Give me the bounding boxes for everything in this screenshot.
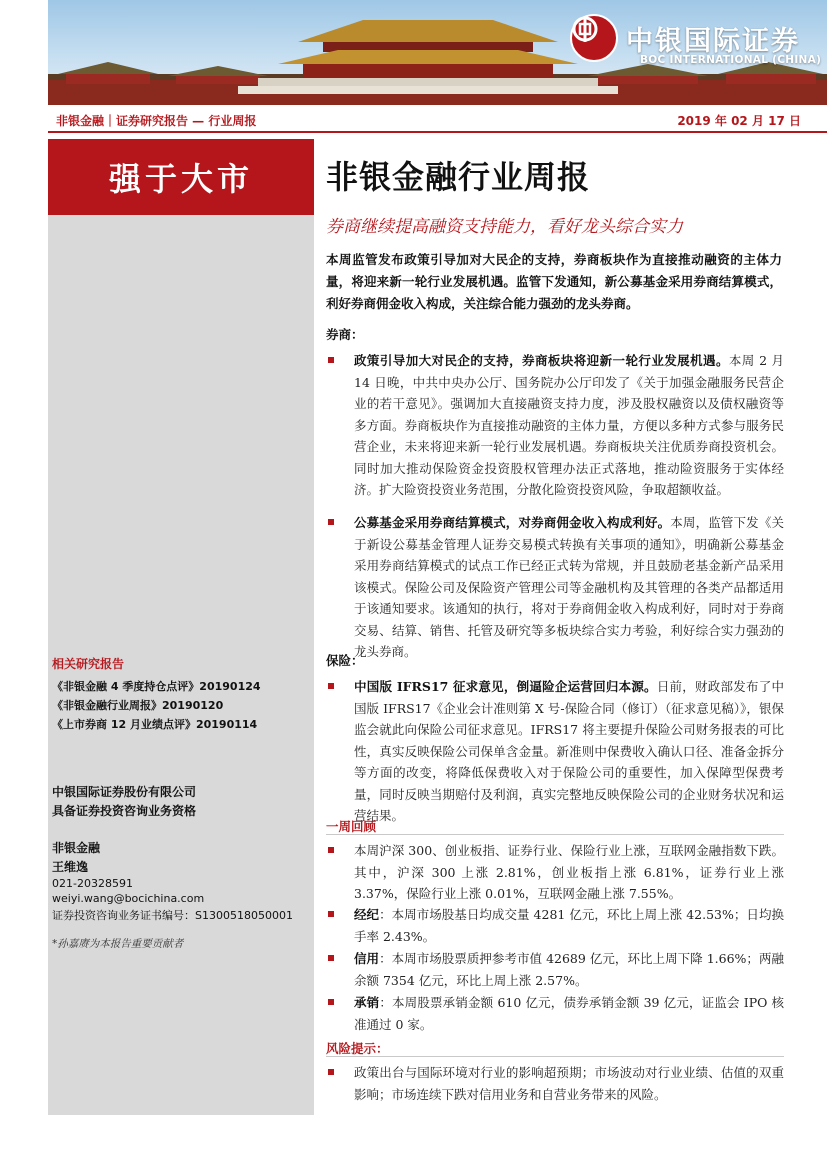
bullet-item [328,512,784,663]
bullet-item [328,350,784,501]
bullet-square-icon [328,683,334,689]
summary-paragraph: 本周监管发布政策引导加对大民企的支持，券商板块作为直接推动融资的主体力量，将迎来新一轮行业发展机遇。监管下发通知，新公募基金采用券商结算模式，利好券商佣金收入构成，关注综合能力强劲的龙头券商。 [326,252,782,311]
bullet-square-icon [328,955,334,961]
boc-logo-icon [570,14,618,62]
report-subtitle: 券商继续提高融资支持能力，看好龙头综合实力 [326,217,683,237]
related-report-item[interactable]: 《非银金融 4 季度持仓点评》20190124 [52,680,261,693]
bullet-heading: 公募基金采用券商结算模式，对券商佣金收入构成利好。 [354,515,671,530]
sector-label: 非银金融 [52,841,101,855]
review-heading: 信用 [354,951,380,966]
section-risk: 风险提示： [326,1041,389,1056]
report-title: 非银金融行业周报 [326,158,591,196]
company-qualification: 具备证券投资咨询业务资格 [52,804,197,818]
bullet-square-icon [328,911,334,917]
bullet-heading: 政策引导加大对民企的支持，券商板块将迎新一轮行业发展机遇。 [354,353,729,368]
report-date: 2019 年 02 月 17 日 [677,114,801,128]
section-weekly-review: 一周回顾 [326,819,377,834]
risk-item [328,1062,784,1105]
review-heading: 承销 [354,995,380,1010]
related-report-item[interactable]: 《非银金融行业周报》20190120 [52,699,224,712]
bullet-square-icon [328,357,334,363]
bullet-heading: 中国版 IFRS17 征求意见，倒逼险企运营回归本源。 [354,679,657,694]
section-divider [326,1056,784,1057]
review-item [328,992,784,1035]
review-item [328,904,784,947]
bullet-square-icon [328,999,334,1005]
contributor-note: *孙嘉赓为本报告重要贡献者 [52,938,184,950]
analyst-name: 王维逸 [52,860,89,874]
section-broker: 券商： [326,327,364,342]
bullet-square-icon [328,1069,334,1075]
related-report-item[interactable]: 《上市券商 12 月业绩点评》20190114 [52,718,258,731]
review-body: ：本周市场股基日均成交量 4281 亿元，环比上周上涨 42.53%；日均换手率 2.43%。 [354,907,784,944]
logo-name-cn: 中银国际证券 [626,25,800,57]
bullet-square-icon [328,847,334,853]
related-reports-title: 相关研究报告 [52,657,125,671]
bullet-body: 日前，财政部发布了中国版 IFRS17《企业会计准则第 X 号-保险合同（修订）（征求意见稿）》，银保监会就此向保险公司征求意见。IFRS17 将主要提升保险公司财务报表的可比性，真实反映保险公司保单含金量。新准则中保费收入确认口径、准备金拆分等方面的改变，将降低保费收入对于保险公司的重要性，加入保障型保费考量，同时反映当期赔付及利润，真实完整地反映保险公司的企业财务状况和运营结果。 [354,679,784,823]
rating-label: 强于大市 [108,160,253,198]
header-banner [48,0,827,105]
bullet-body: 本周 2 月 14 日晚，中共中央办公厅、国务院办公厅印发了《关于加强金融服务民营企业的若干意见》。强调加大直接融资支持力度，涉及股权融资以及债权融资等多方面。券商板块作为直接推动融资的主体力量，方便以多种方式参与服务民营企业，未来将迎来新一轮行业发展机遇。券商板块关注优质券商投资机会。同时加大推动保险资金投资股权管理办法正式落地，推动险资服务于实体经济。扩大险资投资业务范围，分散化险资投资风险，争取超额收益。 [354,353,784,497]
review-heading: 经纪 [354,907,380,922]
report-meta-bar [48,109,827,133]
analyst-license: 证券投资咨询业务证书编号：S1300518050001 [52,909,293,922]
review-item [328,840,784,905]
bullet-body: 本周，监管下发《关于新设公募基金管理人证券交易模式转换有关事项的通知》，明确新公募基金采用券商结算模式的试点工作已经正式转为常规，并且鼓励老基金新产品采用该模式。保险公司及保险资产管理公司等金融机构及其管理的各类产品都适用于该通知要求。该通知的执行，将对于券商佣金收入构成利好，同时对于券商交易、结算、销售、托管及研究等多板块综合实力考验，利好综合实力强劲的龙头券商。 [354,515,784,659]
analyst-email[interactable]: weiyi.wang@bocichina.com [52,892,205,905]
review-body: 本周沪深 300、创业板指、证券行业、保险行业上涨，互联网金融指数下跌。其中，沪深 300 上涨 2.81%，创业板指上涨 6.81%，证券行业上涨 3.37%，保险行业上涨 0.01%，互联网金融上涨 7.55%。 [354,843,784,901]
review-body: ：本周股票承销金额 610 亿元，债券承销金额 39 亿元，证监会 IPO 核准通过 0 家。 [354,995,784,1032]
bullet-square-icon [328,519,334,525]
rating-box [48,139,314,215]
section-divider [326,834,784,835]
sidebar [48,139,314,1115]
company-name: 中银国际证券股份有限公司 [52,785,197,799]
logo-name-en: BOC INTERNATIONAL (CHINA) [640,54,822,66]
review-body: ：本周市场股票质押参考市值 42689 亿元，环比上周下降 1.66%；两融余额 7354 亿元，环比上周上涨 2.57%。 [354,951,784,988]
analyst-phone: 021-20328591 [52,877,133,890]
breadcrumb: 非银金融｜证券研究报告 — 行业周报 [56,114,257,128]
review-item [328,948,784,991]
section-insurance: 保险： [326,653,364,668]
bullet-item [328,676,784,827]
risk-body: 政策出台与国际环境对行业的影响超预期；市场波动对行业业绩、估值的双重影响；市场连续下跌对信用业务和自营业务带来的风险。 [354,1065,784,1102]
